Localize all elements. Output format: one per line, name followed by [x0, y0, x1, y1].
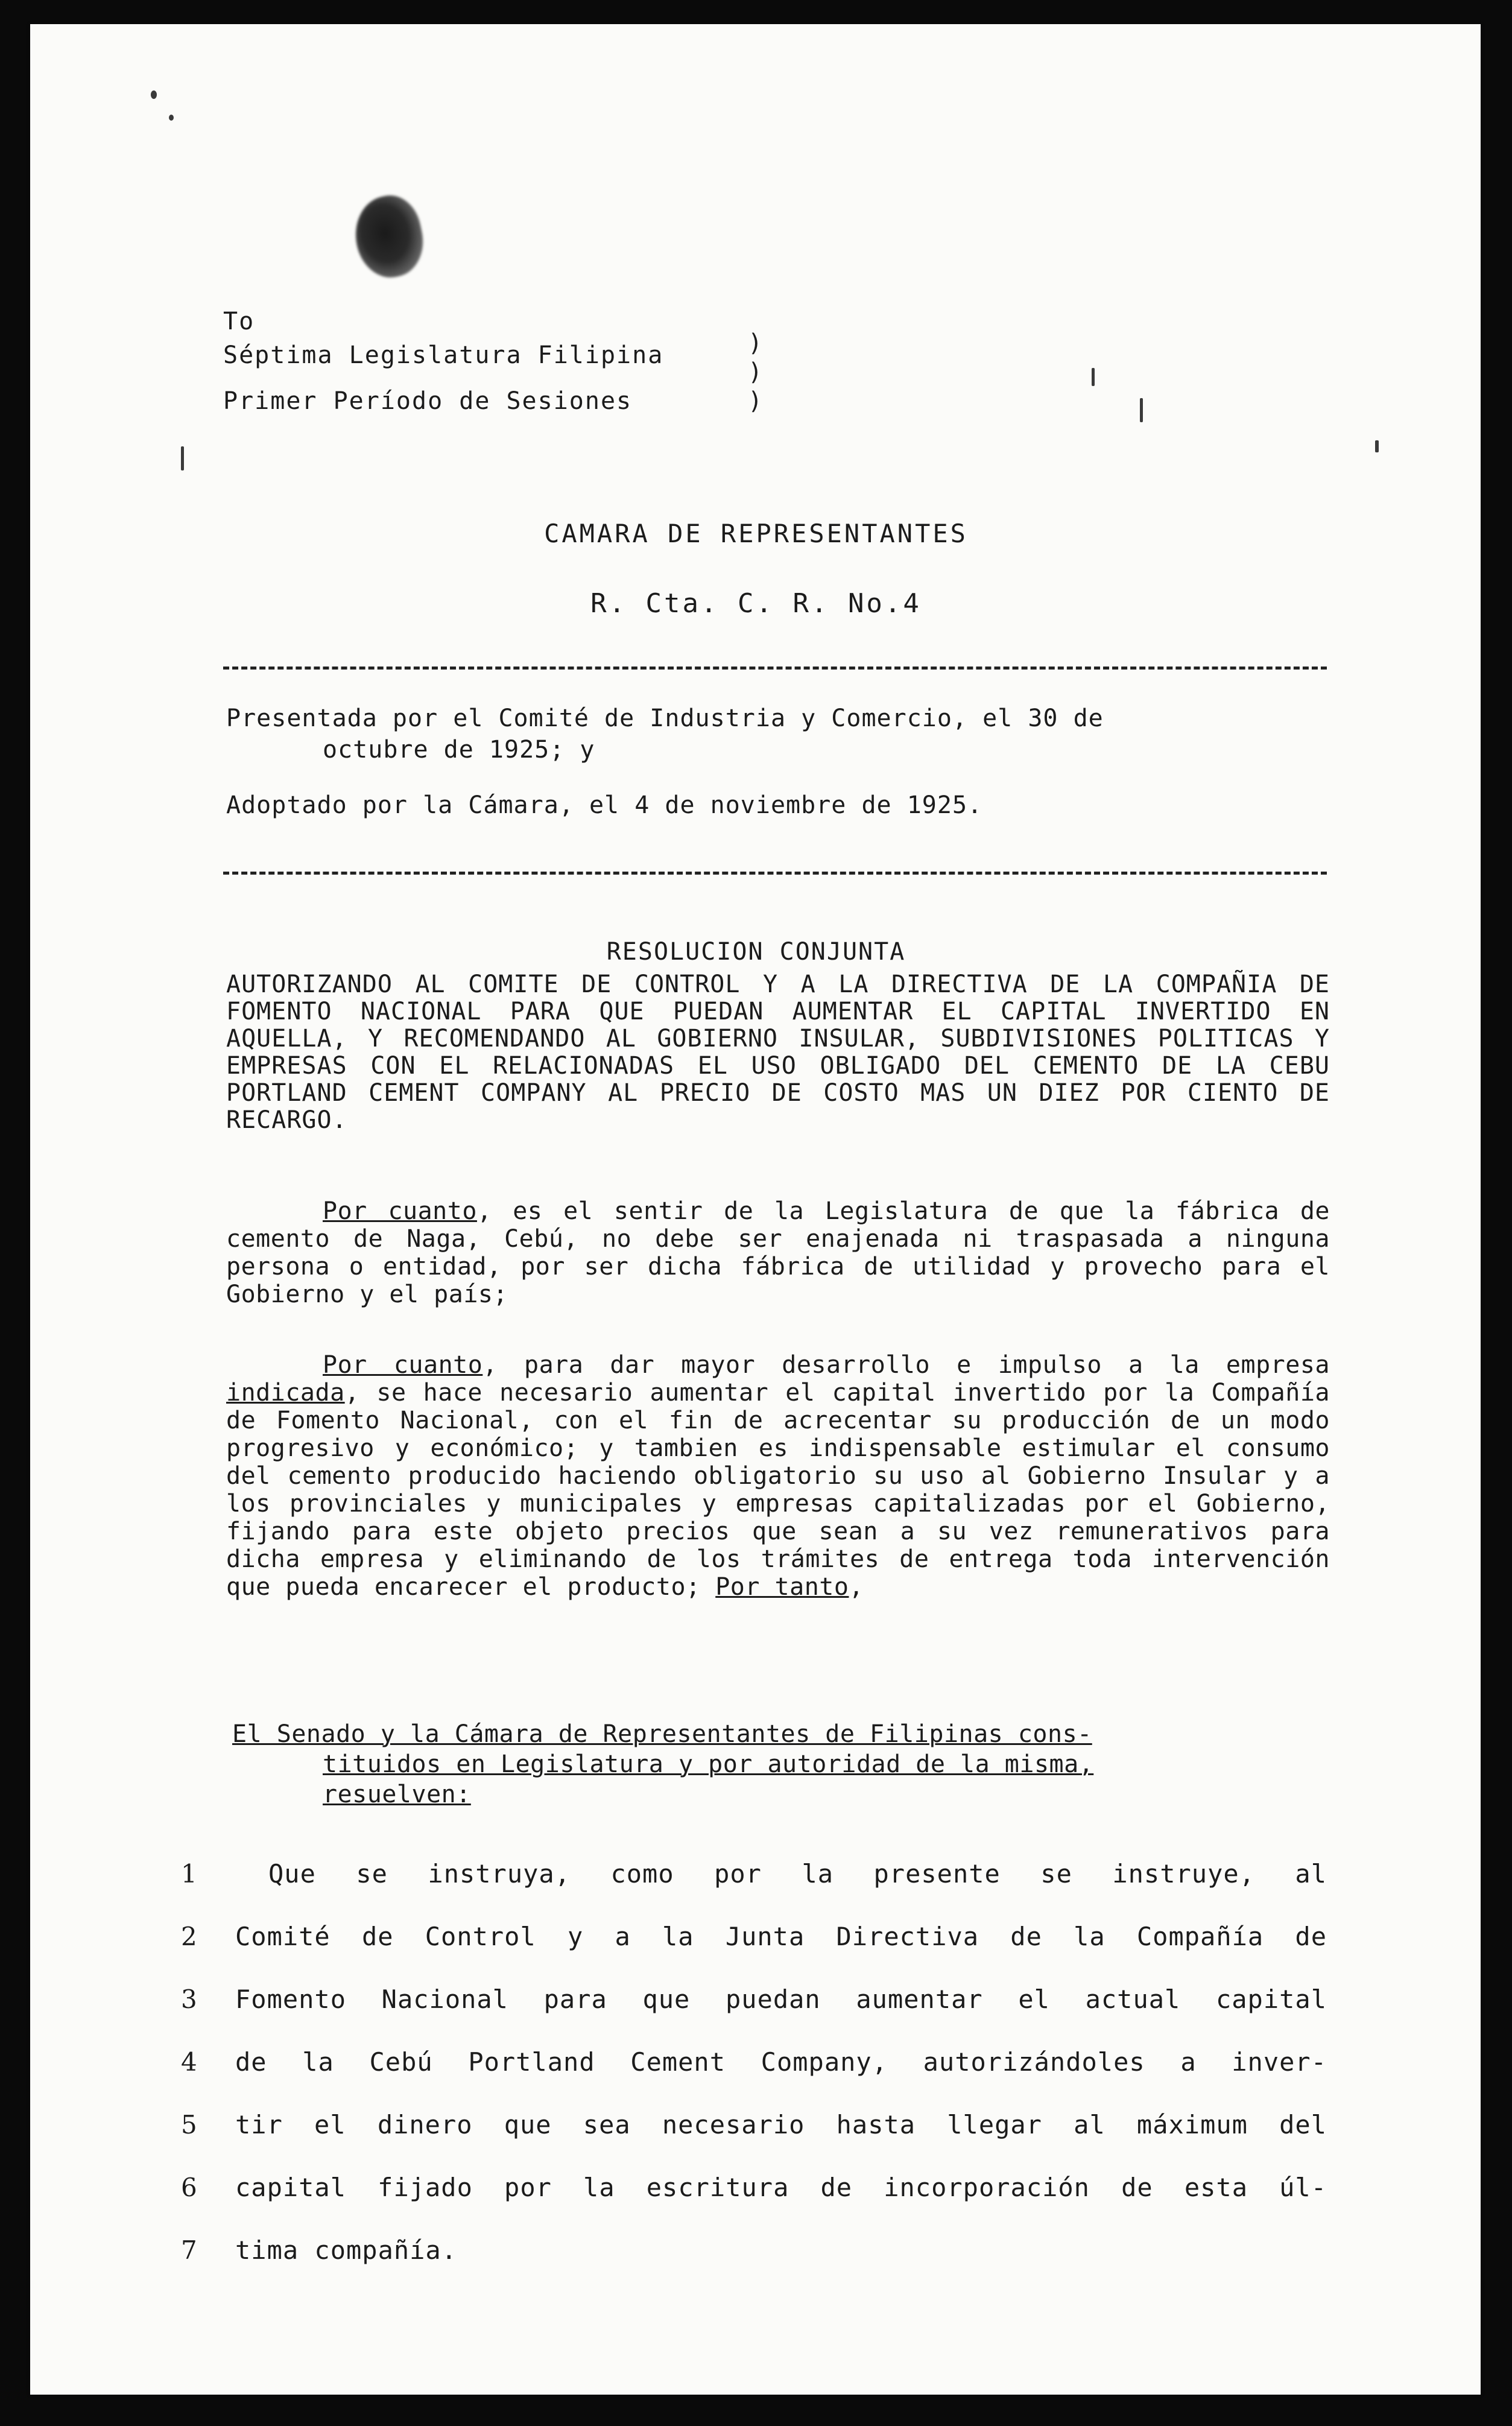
line-number: 7 — [181, 2235, 197, 2265]
enacting-clause — [232, 1719, 1330, 1810]
numbered-line — [181, 1968, 1333, 2031]
adopted-line: Adoptado por la Cámara, el 4 de noviembre de 1925. — [226, 791, 983, 819]
speck — [1140, 398, 1143, 422]
numbered-line — [181, 2156, 1333, 2219]
numbered-line — [181, 2219, 1333, 2282]
header-legislature: Séptima Legislatura Filipina — [223, 341, 664, 369]
speck — [1092, 368, 1095, 386]
line-text: tima compañía. — [235, 2235, 458, 2265]
resolution-title: AUTORIZANDO AL COMITE DE CONTROL Y A LA DIRECTIVA DE LA COMPAÑIA DE FOMENTO NACIONAL PARA QUE PUEDAN AUMENTAR EL CAPITAL INVERTIDO EN AQUELLA, Y RECOMENDANDO AL GOBIERNO INSULAR, SUBDIVISIONES POLITICAS Y EMPRESAS CON EL RELACIONADAS EL USO OBLIGADO DEL CEMENTO DE LA CEBU PORTLAND CEMENT COMPANY AL PRECIO DE COSTO MAS UN DIEZ POR CIENTO DE RECARGO. — [226, 971, 1330, 1134]
line-number: 3 — [181, 1984, 197, 2014]
speck — [169, 115, 174, 121]
line-number: 6 — [181, 2173, 197, 2202]
whereas-end: , — [849, 1573, 864, 1601]
line-text: capital fijado por la escritura de incorporación de esta úl- — [235, 2173, 1327, 2202]
numbered-line — [181, 1905, 1333, 1968]
ink-blot — [348, 190, 430, 283]
line-text: Que se instruya, como por la presente se instruye, al — [268, 1859, 1327, 1889]
line-number: 1 — [181, 1859, 197, 1889]
dashed-divider-bottom — [223, 872, 1327, 875]
enacting-line-1: El Senado y la Cámara de Representantes de Filipinas cons- — [232, 1720, 1092, 1748]
dashed-divider-top — [223, 667, 1327, 670]
numbered-line — [181, 2031, 1333, 2094]
whereas-paragraph-1 — [226, 1197, 1330, 1308]
line-text: Comité de Control y a la Junta Directiva de la Compañía de — [235, 1922, 1327, 1951]
numbered-line — [181, 2094, 1333, 2156]
whereas-lead-1: Por cuanto — [323, 1197, 477, 1225]
whereas-lead-2: Por cuanto — [323, 1351, 483, 1379]
header-session: Primer Período de Sesiones — [223, 387, 633, 415]
speck — [181, 446, 184, 470]
enacting-line-2: tituidos en Legislatura y por autoridad de la misma, — [323, 1750, 1094, 1778]
header-brace: ) ) ) — [748, 329, 764, 415]
enacting-line-3: resuelven: — [323, 1781, 471, 1808]
whereas-text-2a: , para dar mayor desarrollo e impulso a la empresa — [482, 1351, 1330, 1379]
line-number: 4 — [181, 2047, 197, 2077]
whereas-indicada: indicada — [226, 1379, 345, 1407]
line-text: Fomento Nacional para que puedan aumentar el actual capital — [235, 1984, 1327, 2014]
speck — [151, 90, 157, 99]
whereas-text-1: , es el sentir de la Legislatura de que la fábrica de cemento de Naga, Cebú, no debe ser enajenada ni traspasada a ninguna persona o entidad, por ser dicha fábrica de utilidad y provecho para el Gobierno y el país; — [226, 1197, 1330, 1308]
line-text: tir el dinero que sea necesario hasta llegar al máximum del — [235, 2110, 1327, 2139]
resolved-section — [181, 1843, 1333, 2282]
numbered-line — [181, 1843, 1333, 1905]
speck — [1375, 440, 1379, 452]
line-number: 5 — [181, 2110, 197, 2139]
whereas-text-2b: , se hace necesario aumentar el capital invertido por la Compañía de Fomento Nacional, con el fin de acrecentar su producción de un modo progresivo y económico; y tambien es indispensable estimular el consumo del cemento producido haciendo obligatorio su uso al Gobierno Insular y a los provinciales y municipales y empresas capitalizadas por el Gobierno, fijando para este objeto precios que sean a su vez remunerativos para dicha empresa y eliminando de los trámites de entrega toda intervención que pueda encarecer el producto; — [226, 1379, 1330, 1601]
chamber-heading: CAMARA DE REPRESENTANTES — [544, 519, 968, 548]
line-text: de la Cebú Portland Cement Company, autorizándoles a inver- — [235, 2047, 1327, 2077]
header-to: To — [223, 308, 255, 335]
resolution-number: R. Cta. C. R. No.4 — [590, 588, 922, 619]
presented-note — [226, 703, 1104, 821]
line-number: 2 — [181, 1922, 197, 1951]
presented-line-2: octubre de 1925; y — [323, 736, 595, 764]
session-header — [223, 305, 764, 418]
whereas-paragraph-2 — [226, 1351, 1330, 1601]
por-tanto: Por tanto — [715, 1573, 849, 1601]
resolution-heading: RESOLUCION CONJUNTA — [606, 938, 906, 966]
presented-line-1: Presentada por el Comité de Industria y Comercio, el 30 de — [226, 705, 1104, 732]
